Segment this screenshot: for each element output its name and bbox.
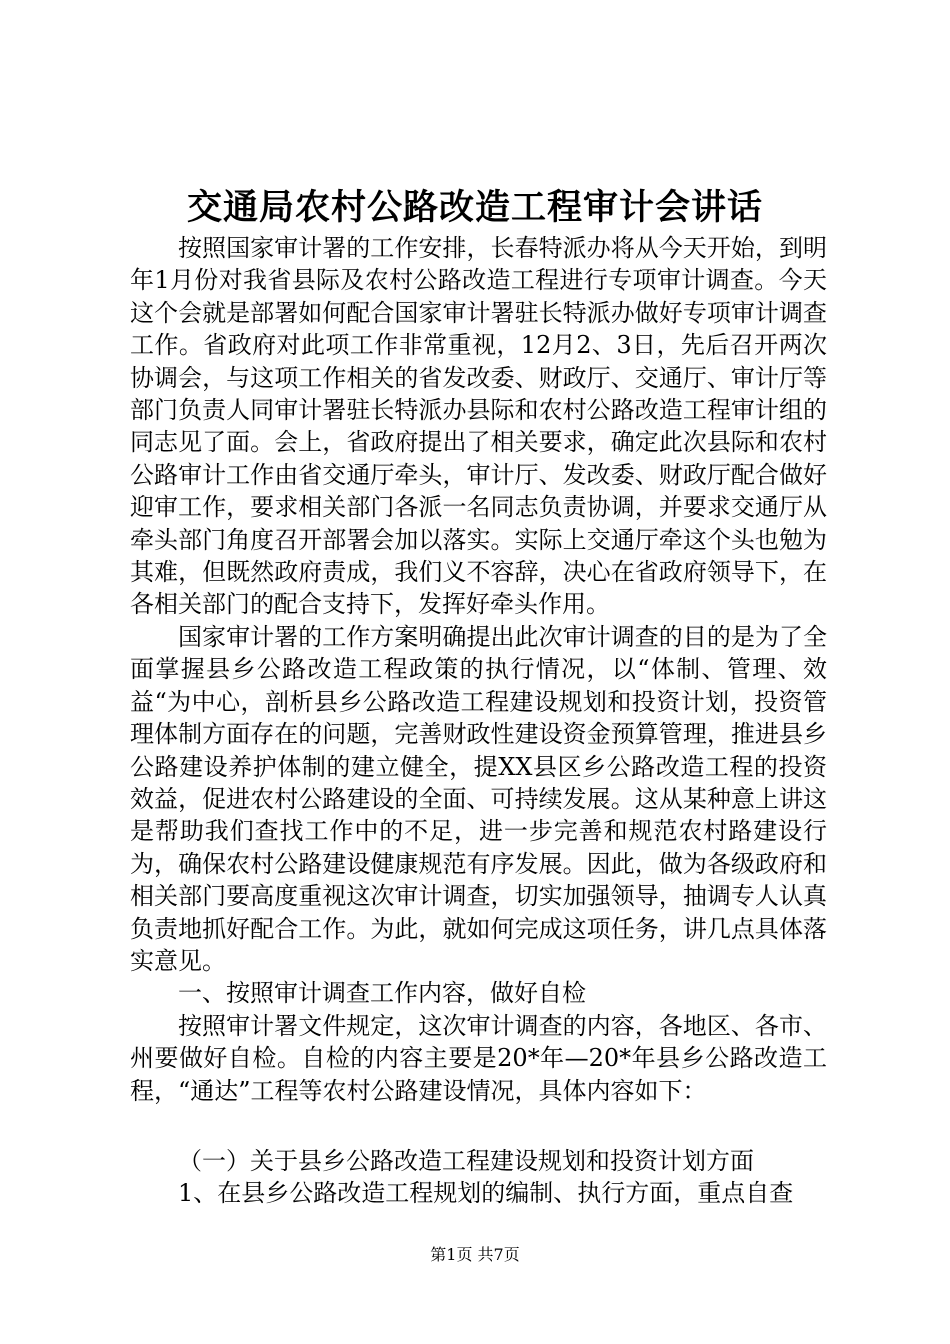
page-number-footer: 第1页 共7页 [430,1245,520,1264]
paragraph-self-check: 按照审计署文件规定，这次审计调查的内容，各地区、各市、州要做好自检。自检的内容主要是20*年—20*年县乡公路改造工程，“通达”工程等农村公路建设情况，具体内容如下： [130,1011,827,1105]
paragraph-purpose: 国家审计署的工作方案明确提出此次审计调查的目的是为了全面掌握县乡公路改造工程政策的执行情况，以“体制、管理、效益“为中心，剖析县乡公路改造工程建设规划和投资计划，投资管理体制方面存在的问题，完善财政性建设资金预算管理，推进县乡公路建设养护体制的建立健全，提XX县区乡公路改造工程的投资效益，促进农村公路建设的全面、可持续发展。这从某种意上讲这是帮助我们查找工作中的不足，进一步完善和规范农村路建设行为，确保农村公路建设健康规范有序发展。因此，做为各级政府和相关部门要高度重视这次审计调查，切实加强领导，抽调专人认真负责地抓好配合工作。为此，就如何完成这项任务，讲几点具体落实意见。 [130,622,827,975]
document-title: 交通局农村公路改造工程审计会讲话 [186,187,763,228]
paragraph-intro: 按照国家审计署的工作安排，长春特派办将从今天开始，到明年1月份对我省县际及农村公路改造工程进行专项审计调查。今天这个会就是部署如何配合国家审计署驻长特派办做好专项审计调查工作。省政府对此项工作非常重视，12月2、3日，先后召开两次协调会，与这项工作相关的省发改委、财政厅、交通厅、审计厅等部门负责人同审计署驻长特派办县际和农村公路改造工程审计组的同志见了面。会上，省政府提出了相关要求，确定此次县际和农村公路审计工作由省交通厅牵头，审计厅、发改委、财政厅配合做好迎审工作，要求相关部门各派一名同志负责协调，并要求交通厅从牵头部门角度召开部署会加以落实。实际上交通厅牵这个头也勉为其难，但既然政府责成，我们义不容辞，决心在省政府领导下，在各相关部门的配合支持下，发挥好牵头作用。 [130,234,827,619]
paragraph-item-1: 1、在县乡公路改造工程规划的编制、执行方面，重点自查 [178,1179,794,1208]
section-heading-1: 一、按照审计调查工作内容，做好自检 [178,979,586,1008]
subsection-heading-1: （一）关于县乡公路改造工程建设规划和投资计划方面 [178,1146,754,1175]
document-body [130,232,827,1210]
